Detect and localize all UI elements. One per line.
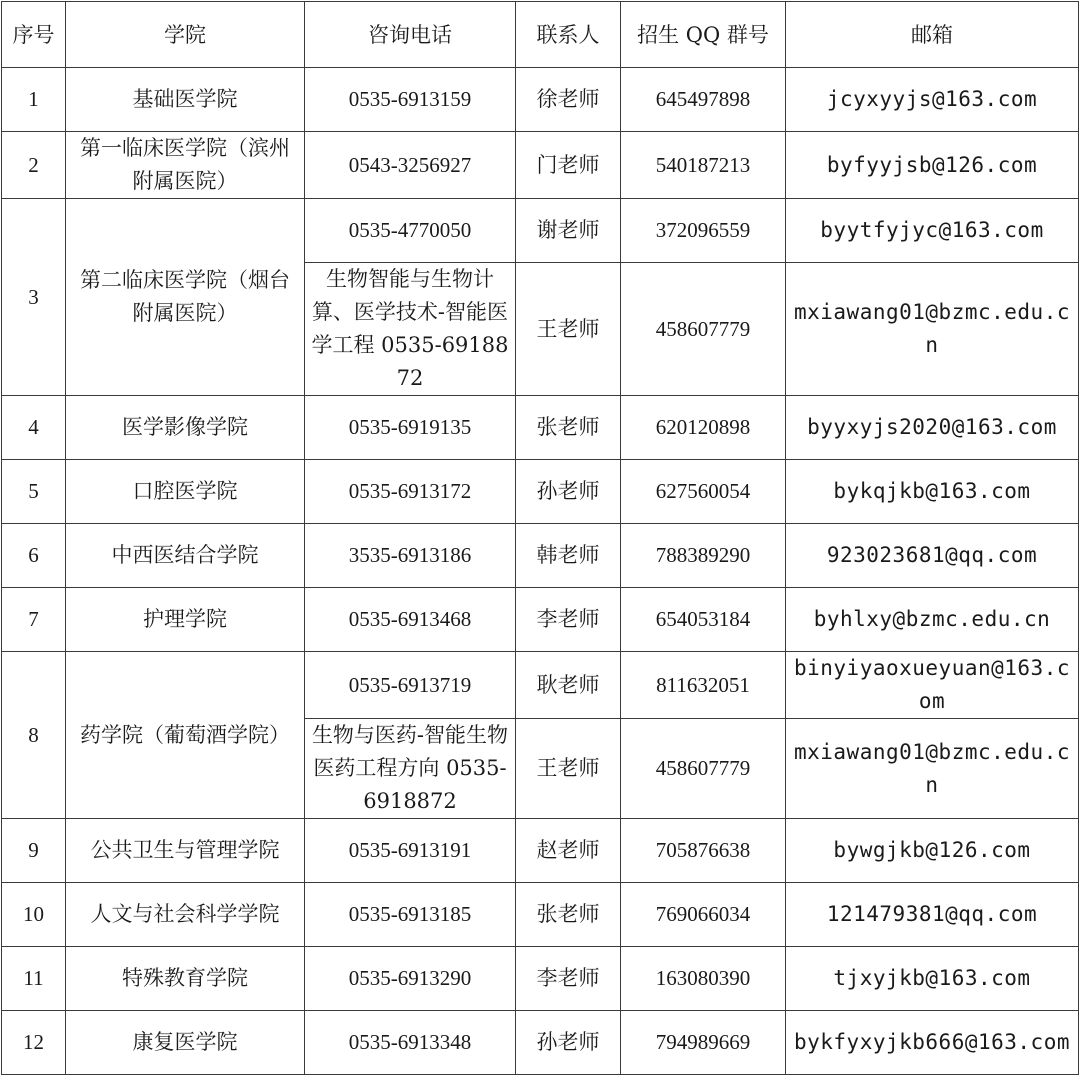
table-row [2, 132, 1079, 199]
cell-qq: 769066034 [621, 883, 786, 947]
cell-college: 护理学院 [66, 588, 305, 652]
cell-email: 923023681@qq.com [786, 524, 1079, 588]
cell-seq: 9 [2, 819, 66, 883]
cell-contact: 张老师 [516, 396, 621, 460]
cell-email: 121479381@qq.com [786, 883, 1079, 947]
cell-qq: 811632051 [621, 652, 786, 719]
cell-seq: 11 [2, 947, 66, 1011]
cell-qq: 458607779 [621, 719, 786, 819]
cell-email: bywgjkb@126.com [786, 819, 1079, 883]
cell-email: byfyyjsb@126.com [786, 132, 1079, 199]
table-row [2, 947, 1079, 1011]
table-row [2, 652, 1079, 719]
cell-qq: 705876638 [621, 819, 786, 883]
cell-college: 医学影像学院 [66, 396, 305, 460]
table-row [2, 524, 1079, 588]
header-phone: 咨询电话 [305, 2, 516, 68]
cell-qq: 627560054 [621, 460, 786, 524]
cell-contact: 韩老师 [516, 524, 621, 588]
table-row [2, 883, 1079, 947]
table-row [2, 68, 1079, 132]
cell-contact: 孙老师 [516, 1011, 621, 1075]
cell-contact: 徐老师 [516, 68, 621, 132]
cell-email: binyiyaoxueyuan@163.com [786, 652, 1079, 719]
header-email: 邮箱 [786, 2, 1079, 68]
cell-college: 人文与社会科学学院 [66, 883, 305, 947]
cell-college: 康复医学院 [66, 1011, 305, 1075]
table-row [2, 1011, 1079, 1075]
cell-email: jcyxyyjs@163.com [786, 68, 1079, 132]
cell-qq: 645497898 [621, 68, 786, 132]
table-row [2, 199, 1079, 263]
cell-seq: 10 [2, 883, 66, 947]
cell-seq: 3 [2, 199, 66, 396]
cell-qq: 788389290 [621, 524, 786, 588]
cell-college: 特殊教育学院 [66, 947, 305, 1011]
cell-seq: 5 [2, 460, 66, 524]
admissions-contact-table [1, 1, 1079, 1075]
cell-seq: 6 [2, 524, 66, 588]
cell-contact: 王老师 [516, 719, 621, 819]
cell-qq: 654053184 [621, 588, 786, 652]
cell-email: byytfyjyc@163.com [786, 199, 1079, 263]
cell-phone: 0543-3256927 [305, 132, 516, 199]
cell-phone-multiline: 生物与医药-智能生物医药工程方向 0535-6918872 [305, 719, 516, 819]
cell-contact: 赵老师 [516, 819, 621, 883]
table-header-row [2, 2, 1079, 68]
cell-qq: 163080390 [621, 947, 786, 1011]
cell-seq: 4 [2, 396, 66, 460]
cell-contact: 李老师 [516, 588, 621, 652]
cell-email: bykqjkb@163.com [786, 460, 1079, 524]
cell-phone-multiline: 生物智能与生物计算、医学技术-智能医学工程 0535-6918872 [305, 263, 516, 396]
cell-seq: 7 [2, 588, 66, 652]
cell-college: 药学院（葡萄酒学院） [66, 652, 305, 819]
cell-phone: 0535-6913191 [305, 819, 516, 883]
cell-phone: 0535-4770050 [305, 199, 516, 263]
cell-phone: 0535-6913719 [305, 652, 516, 719]
cell-contact: 王老师 [516, 263, 621, 396]
cell-phone: 0535-6913290 [305, 947, 516, 1011]
cell-college: 基础医学院 [66, 68, 305, 132]
cell-phone: 3535-6913186 [305, 524, 516, 588]
table-row [2, 588, 1079, 652]
cell-college: 中西医结合学院 [66, 524, 305, 588]
cell-phone: 0535-6913159 [305, 68, 516, 132]
cell-college: 第二临床医学院（烟台附属医院） [66, 199, 305, 396]
table-row [2, 460, 1079, 524]
cell-seq: 12 [2, 1011, 66, 1075]
header-college: 学院 [66, 2, 305, 68]
cell-college: 口腔医学院 [66, 460, 305, 524]
cell-phone: 0535-6919135 [305, 396, 516, 460]
cell-contact: 孙老师 [516, 460, 621, 524]
cell-email: mxiawang01@bzmc.edu.cn [786, 263, 1079, 396]
table-row [2, 819, 1079, 883]
header-seq: 序号 [2, 2, 66, 68]
cell-phone: 0535-6913468 [305, 588, 516, 652]
cell-qq: 794989669 [621, 1011, 786, 1075]
cell-college: 公共卫生与管理学院 [66, 819, 305, 883]
cell-contact: 谢老师 [516, 199, 621, 263]
header-qq: 招生 QQ 群号 [621, 2, 786, 68]
cell-email: byhlxy@bzmc.edu.cn [786, 588, 1079, 652]
cell-phone: 0535-6913348 [305, 1011, 516, 1075]
cell-contact: 李老师 [516, 947, 621, 1011]
cell-seq: 1 [2, 68, 66, 132]
cell-qq: 620120898 [621, 396, 786, 460]
cell-email: tjxyjkb@163.com [786, 947, 1079, 1011]
cell-email: mxiawang01@bzmc.edu.cn [786, 719, 1079, 819]
cell-email: bykfyxyjkb666@163.com [786, 1011, 1079, 1075]
cell-phone: 0535-6913185 [305, 883, 516, 947]
cell-contact: 门老师 [516, 132, 621, 199]
cell-phone: 0535-6913172 [305, 460, 516, 524]
cell-qq: 540187213 [621, 132, 786, 199]
cell-seq: 8 [2, 652, 66, 819]
header-contact: 联系人 [516, 2, 621, 68]
cell-seq: 2 [2, 132, 66, 199]
cell-contact: 耿老师 [516, 652, 621, 719]
cell-qq: 372096559 [621, 199, 786, 263]
cell-contact: 张老师 [516, 883, 621, 947]
cell-email: byyxyjs2020@163.com [786, 396, 1079, 460]
table-row [2, 396, 1079, 460]
cell-qq: 458607779 [621, 263, 786, 396]
cell-college: 第一临床医学院（滨州附属医院） [66, 132, 305, 199]
